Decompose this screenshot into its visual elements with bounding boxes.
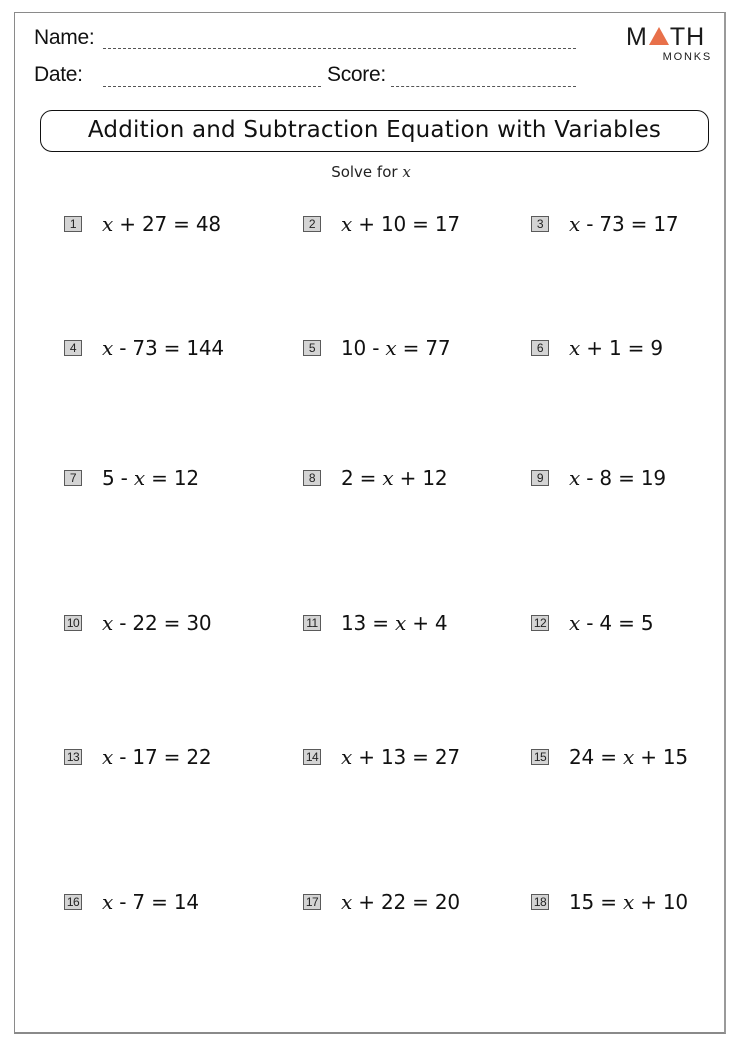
instruction-variable: x: [402, 163, 411, 181]
equation: [341, 336, 450, 360]
logo-letters-th: TH: [669, 23, 706, 51]
equation-term: + 4: [406, 611, 448, 635]
problem-item: [531, 888, 688, 916]
problem-item: [64, 210, 221, 238]
problem-number-badge: 6: [531, 340, 549, 356]
problem-number-badge: 5: [303, 340, 321, 356]
equation-variable: x: [102, 336, 114, 360]
equation-term: 10 -: [341, 336, 386, 360]
equation-variable: x: [622, 745, 635, 769]
problem-number-badge: 2: [303, 216, 321, 232]
equation: [102, 611, 211, 635]
problem-item: [64, 743, 211, 771]
equation-term: + 1 = 9: [580, 336, 663, 360]
equation: [569, 336, 663, 360]
equation-variable: x: [341, 745, 353, 769]
equation-variable: x: [341, 890, 353, 914]
problem-item: [303, 464, 447, 492]
equation: [569, 212, 678, 236]
equation: [102, 745, 211, 769]
equation: [341, 466, 447, 490]
equation-term: = 77: [396, 336, 451, 360]
score-label: Score:: [327, 63, 386, 86]
equation-term: + 22 = 20: [352, 890, 460, 914]
score-field-line[interactable]: [391, 86, 576, 87]
equation: [102, 336, 224, 360]
problem-item: [531, 609, 653, 637]
problem-number-badge: 4: [64, 340, 82, 356]
equation-variable: x: [102, 212, 114, 236]
equation-term: + 12: [393, 466, 448, 490]
equation-variable: x: [102, 745, 114, 769]
equation-term: - 22 = 30: [113, 611, 212, 635]
equation-term: - 73 = 144: [113, 336, 224, 360]
problem-number-badge: 17: [303, 894, 321, 910]
problem-item: [531, 334, 663, 362]
equation-variable: x: [382, 466, 394, 490]
problem-number-badge: 18: [531, 894, 549, 910]
problem-number-badge: 9: [531, 470, 549, 486]
date-field-line[interactable]: [103, 86, 321, 87]
equation-variable: x: [569, 466, 581, 490]
problem-item: [531, 210, 678, 238]
problem-item: [64, 609, 211, 637]
equation-term: - 7 = 14: [113, 890, 199, 914]
equation-term: + 27 = 48: [113, 212, 221, 236]
equation-variable: x: [569, 611, 581, 635]
problem-item: [64, 334, 224, 362]
equation-variable: x: [133, 466, 145, 490]
equation: [341, 890, 460, 914]
equation-term: 13 =: [341, 611, 395, 635]
equation-term: - 17 = 22: [113, 745, 212, 769]
problem-number-badge: 14: [303, 749, 321, 765]
equation-term: 5 -: [102, 466, 134, 490]
equation: [569, 890, 688, 914]
equation-variable: x: [394, 611, 407, 635]
equation: [102, 466, 199, 490]
logo-letter-m: M: [626, 23, 648, 51]
logo-monks-text: MONKS: [662, 51, 712, 63]
instruction: [0, 163, 742, 181]
equation-term: 2 =: [341, 466, 383, 490]
name-label: Name:: [34, 26, 95, 49]
logo-math-wordmark: [626, 24, 705, 50]
instruction-text: Solve for: [331, 163, 403, 181]
math-monks-logo: [626, 24, 712, 64]
worksheet-title: [40, 110, 709, 152]
equation-variable: x: [341, 212, 353, 236]
equation: [341, 745, 460, 769]
problem-number-badge: 8: [303, 470, 321, 486]
equation-term: - 8 = 19: [580, 466, 666, 490]
equation-term: = 12: [144, 466, 199, 490]
problem-item: [303, 888, 460, 916]
equation: [102, 890, 199, 914]
equation-term: + 10 = 17: [352, 212, 460, 236]
problem-number-badge: 7: [64, 470, 82, 486]
equation-term: + 10: [634, 890, 688, 914]
name-field-line[interactable]: [103, 48, 576, 49]
equation: [569, 745, 688, 769]
equation-term: 24 =: [569, 745, 623, 769]
problem-item: [303, 210, 460, 238]
triangle-icon: [649, 27, 669, 45]
worksheet-title-text: Addition and Subtraction Equation with Variables: [87, 117, 662, 143]
equation: [102, 212, 221, 236]
date-label: Date:: [34, 63, 83, 86]
problem-number-badge: 16: [64, 894, 82, 910]
problem-item: [303, 334, 450, 362]
equation-variable: x: [622, 890, 635, 914]
equation: [341, 611, 447, 635]
problem-number-badge: 11: [303, 615, 321, 631]
equation-variable: x: [102, 890, 114, 914]
problem-item: [303, 743, 460, 771]
equation-term: + 13 = 27: [352, 745, 460, 769]
equation-term: - 4 = 5: [580, 611, 654, 635]
equation-variable: x: [569, 212, 581, 236]
problem-number-badge: 3: [531, 216, 549, 232]
problem-number-badge: 10: [64, 615, 82, 631]
problem-number-badge: 13: [64, 749, 82, 765]
equation: [341, 212, 460, 236]
equation: [569, 466, 666, 490]
problem-item: [64, 464, 199, 492]
equation-term: + 15: [634, 745, 688, 769]
equation-term: 15 =: [569, 890, 623, 914]
problem-item: [64, 888, 199, 916]
problem-item: [531, 743, 688, 771]
problem-item: [303, 609, 447, 637]
equation-term: - 73 = 17: [580, 212, 679, 236]
equation-variable: x: [569, 336, 581, 360]
equation-variable: x: [102, 611, 114, 635]
problem-number-badge: 1: [64, 216, 82, 232]
problem-number-badge: 15: [531, 749, 549, 765]
equation-variable: x: [385, 336, 397, 360]
problem-item: [531, 464, 666, 492]
equation: [569, 611, 653, 635]
problem-number-badge: 12: [531, 615, 549, 631]
